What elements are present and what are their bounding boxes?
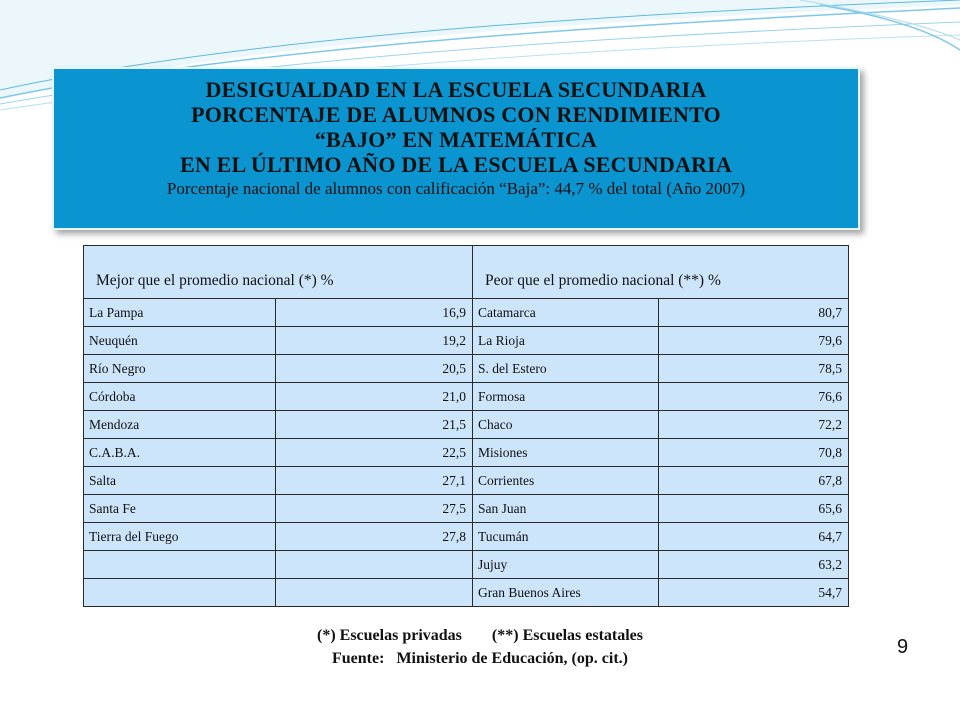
table-row: [84, 299, 849, 327]
value-worse-cell: 65,6: [659, 495, 849, 523]
province-worse-cell: La Rioja: [473, 327, 659, 355]
province-worse-cell: Formosa: [473, 383, 659, 411]
value-worse-cell: 72,2: [659, 411, 849, 439]
value-worse-cell: 76,6: [659, 383, 849, 411]
value-better-cell: 27,1: [276, 467, 473, 495]
province-better-cell: Santa Fe: [84, 495, 276, 523]
table-row: [84, 439, 849, 467]
footnote: [0, 627, 960, 645]
value-better-cell: [276, 579, 473, 607]
subtitle: Porcentaje nacional de alumnos con calificación “Baja”: 44,7 % del total (Año 2007): [166, 179, 746, 198]
value-worse-cell: 70,8: [659, 439, 849, 467]
province-better-cell: [84, 579, 276, 607]
value-worse-cell: 54,7: [659, 579, 849, 607]
value-better-cell: [276, 551, 473, 579]
title-line-2: PORCENTAJE DE ALUMNOS CON RENDIMIENTO: [191, 102, 721, 127]
province-worse-cell: Tucumán: [473, 523, 659, 551]
province-better-cell: Mendoza: [84, 411, 276, 439]
table-row: [84, 579, 849, 607]
province-worse-cell: Misiones: [473, 439, 659, 467]
table-row: [84, 495, 849, 523]
value-worse-cell: 79,6: [659, 327, 849, 355]
source-text: Ministerio de Educación, (op. cit.): [396, 650, 628, 667]
value-better-cell: 20,5: [276, 355, 473, 383]
source-label: Fuente:: [332, 650, 385, 667]
value-worse-cell: 67,8: [659, 467, 849, 495]
header-better: Mejor que el promedio nacional (*) %: [84, 246, 473, 299]
title-line-3: “BAJO” EN MATEMÁTICA: [314, 127, 598, 152]
value-better-cell: 19,2: [276, 327, 473, 355]
province-better-cell: Tierra del Fuego: [84, 523, 276, 551]
province-worse-cell: Catamarca: [473, 299, 659, 327]
value-worse-cell: 64,7: [659, 523, 849, 551]
table-row: [84, 523, 849, 551]
province-better-cell: [84, 551, 276, 579]
note-private: (*) Escuelas privadas: [317, 627, 462, 644]
province-worse-cell: San Juan: [473, 495, 659, 523]
province-better-cell: Río Negro: [84, 355, 276, 383]
value-better-cell: 27,8: [276, 523, 473, 551]
source-line: [0, 650, 960, 668]
note-public: (**) Escuelas estatales: [491, 627, 643, 644]
province-worse-cell: S. del Estero: [473, 355, 659, 383]
title-line-1: DESIGUALDAD EN LA ESCUELA SECUNDARIA: [205, 77, 707, 102]
title-line-4: EN EL ÚLTIMO AÑO DE LA ESCUELA SECUNDARIA: [179, 152, 733, 177]
province-better-cell: C.A.B.A.: [84, 439, 276, 467]
results-table: [83, 245, 849, 607]
table-header-row: [84, 246, 849, 299]
table-row: [84, 411, 849, 439]
province-worse-cell: Chaco: [473, 411, 659, 439]
province-worse-cell: Corrientes: [473, 467, 659, 495]
value-worse-cell: 80,7: [659, 299, 849, 327]
value-better-cell: 21,0: [276, 383, 473, 411]
province-worse-cell: Jujuy: [473, 551, 659, 579]
province-better-cell: Córdoba: [84, 383, 276, 411]
province-worse-cell: Gran Buenos Aires: [473, 579, 659, 607]
table-row: [84, 467, 849, 495]
value-better-cell: 22,5: [276, 439, 473, 467]
value-better-cell: 16,9: [276, 299, 473, 327]
header-worse: Peor que el promedio nacional (**) %: [473, 246, 849, 299]
province-better-cell: Neuquén: [84, 327, 276, 355]
province-better-cell: La Pampa: [84, 299, 276, 327]
value-better-cell: 27,5: [276, 495, 473, 523]
value-worse-cell: 63,2: [659, 551, 849, 579]
page-number: 9: [897, 636, 909, 658]
value-better-cell: 21,5: [276, 411, 473, 439]
province-better-cell: Salta: [84, 467, 276, 495]
title-banner: [52, 67, 860, 230]
table-row: [84, 327, 849, 355]
table-row: [84, 383, 849, 411]
table-row: [84, 551, 849, 579]
table-row: [84, 355, 849, 383]
value-worse-cell: 78,5: [659, 355, 849, 383]
